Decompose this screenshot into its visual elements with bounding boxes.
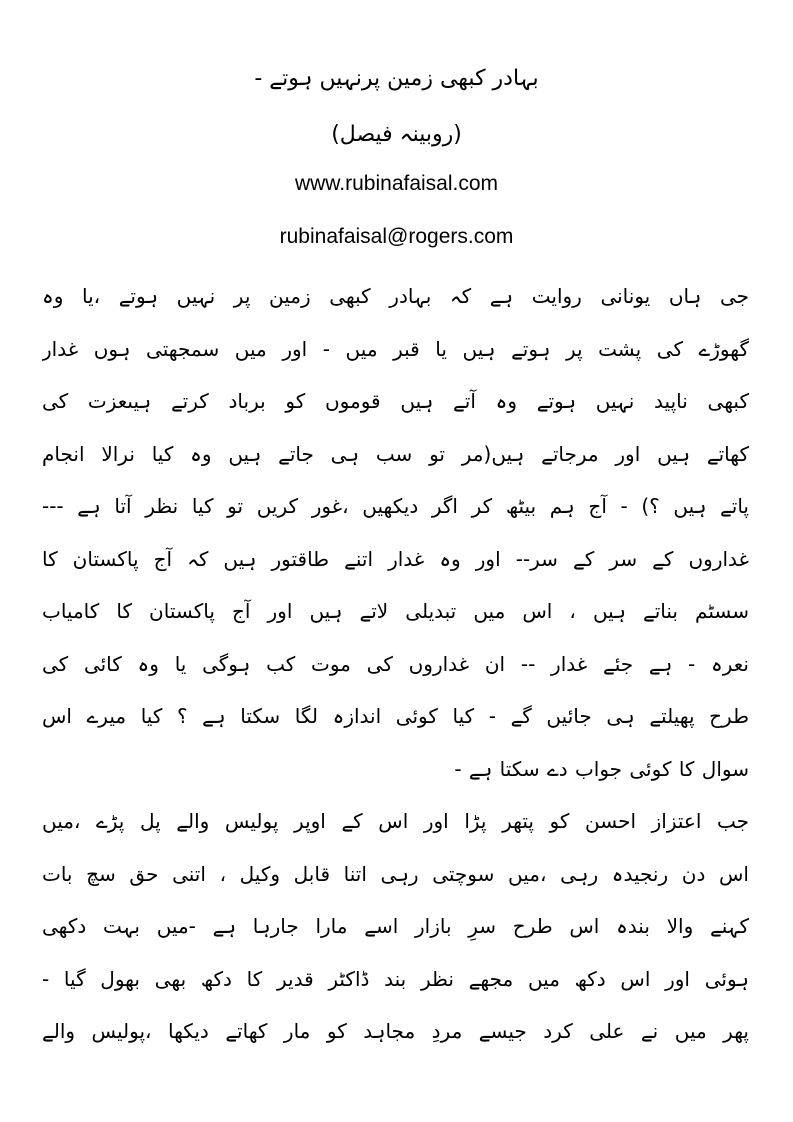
website-link[interactable]: www.rubinafaisal.com	[294, 172, 499, 195]
body-line: کہنے والا بندہ اس طرح سرِ بازار اسے مارا جارہا ہے -میں بہت دکھی	[42, 914, 749, 938]
body-line: غداروں کے سر کے سر-- اور وہ غدار اتنے طاقتور ہیں کہ آج پاکستان کا	[42, 546, 749, 571]
email-address[interactable]: rubinafaisal@rogers.com	[279, 225, 514, 248]
body-line: جب اعتزاز احسن کو پتھر پڑا اور اس کے اوپر پولیس والے پل پڑے ،میں	[42, 809, 749, 833]
body-line: اس دن رنجیدہ رہی ،میں سوچتی رہی اتنا قابل وکیل ، اتنی حق سچ بات	[42, 861, 749, 886]
author-name: (روبینہ فیصل)	[331, 122, 462, 147]
body-line: نعرہ - ہے جئے غدار -- ان غداروں کی موت کب ہوگی یا وہ کائی کی	[42, 651, 749, 676]
body-line: کبھی ناپید نہیں ہوتے وہ آتے ہیں قوموں کو برباد کرتے ہیںعزت کی	[42, 389, 749, 413]
article-title: بہادر کبھی زمین پرنہیں ہوتے -	[254, 66, 539, 91]
article-body	[42, 270, 749, 1058]
body-line: سوال کا کوئی جواب دے سکتا ہے -	[454, 756, 749, 781]
body-line: کھاتے ہیں اور مرجاتے ہیں(مر تو سب ہی جاتے ہیں وہ کیا نرالا انجام	[42, 441, 749, 466]
body-line: گھوڑے کی پشت پر ہوتے ہیں یا قبر میں - اور میں سمجھتی ہوں غدار	[42, 336, 749, 361]
body-line: ہوئی اور اس دکھ میں مجھے نظر بند ڈاکٹر قدیر کا دکھ بھی بھول گیا -	[42, 966, 749, 991]
body-line: طرح پھیلتے ہی جائیں گے - کیا کوئی اندازہ لگا سکتا ہے ؟ کیا میرے اس	[42, 704, 749, 728]
body-line: جی ہاں یونانی روایت ہے کہ بہادر کبھی زمین پر نہیں ہوتے ،یا وہ	[42, 284, 749, 308]
body-line: پھر میں نے علی کرد جیسے مردِ مجاہد کو مار کھاتے دیکھا ،پولیس والے	[42, 1019, 749, 1043]
body-line: سسٹم بناتے ہیں ، اس میں تبدیلی لاتے ہیں اور آج پاکستان کا کامیاب	[42, 599, 749, 623]
body-line: پاتے ہیں ؟) - آج ہم بیٹھ کر اگر دیکھیں ،غور کریں تو کیا نظر آتا ہے ---	[42, 494, 749, 518]
